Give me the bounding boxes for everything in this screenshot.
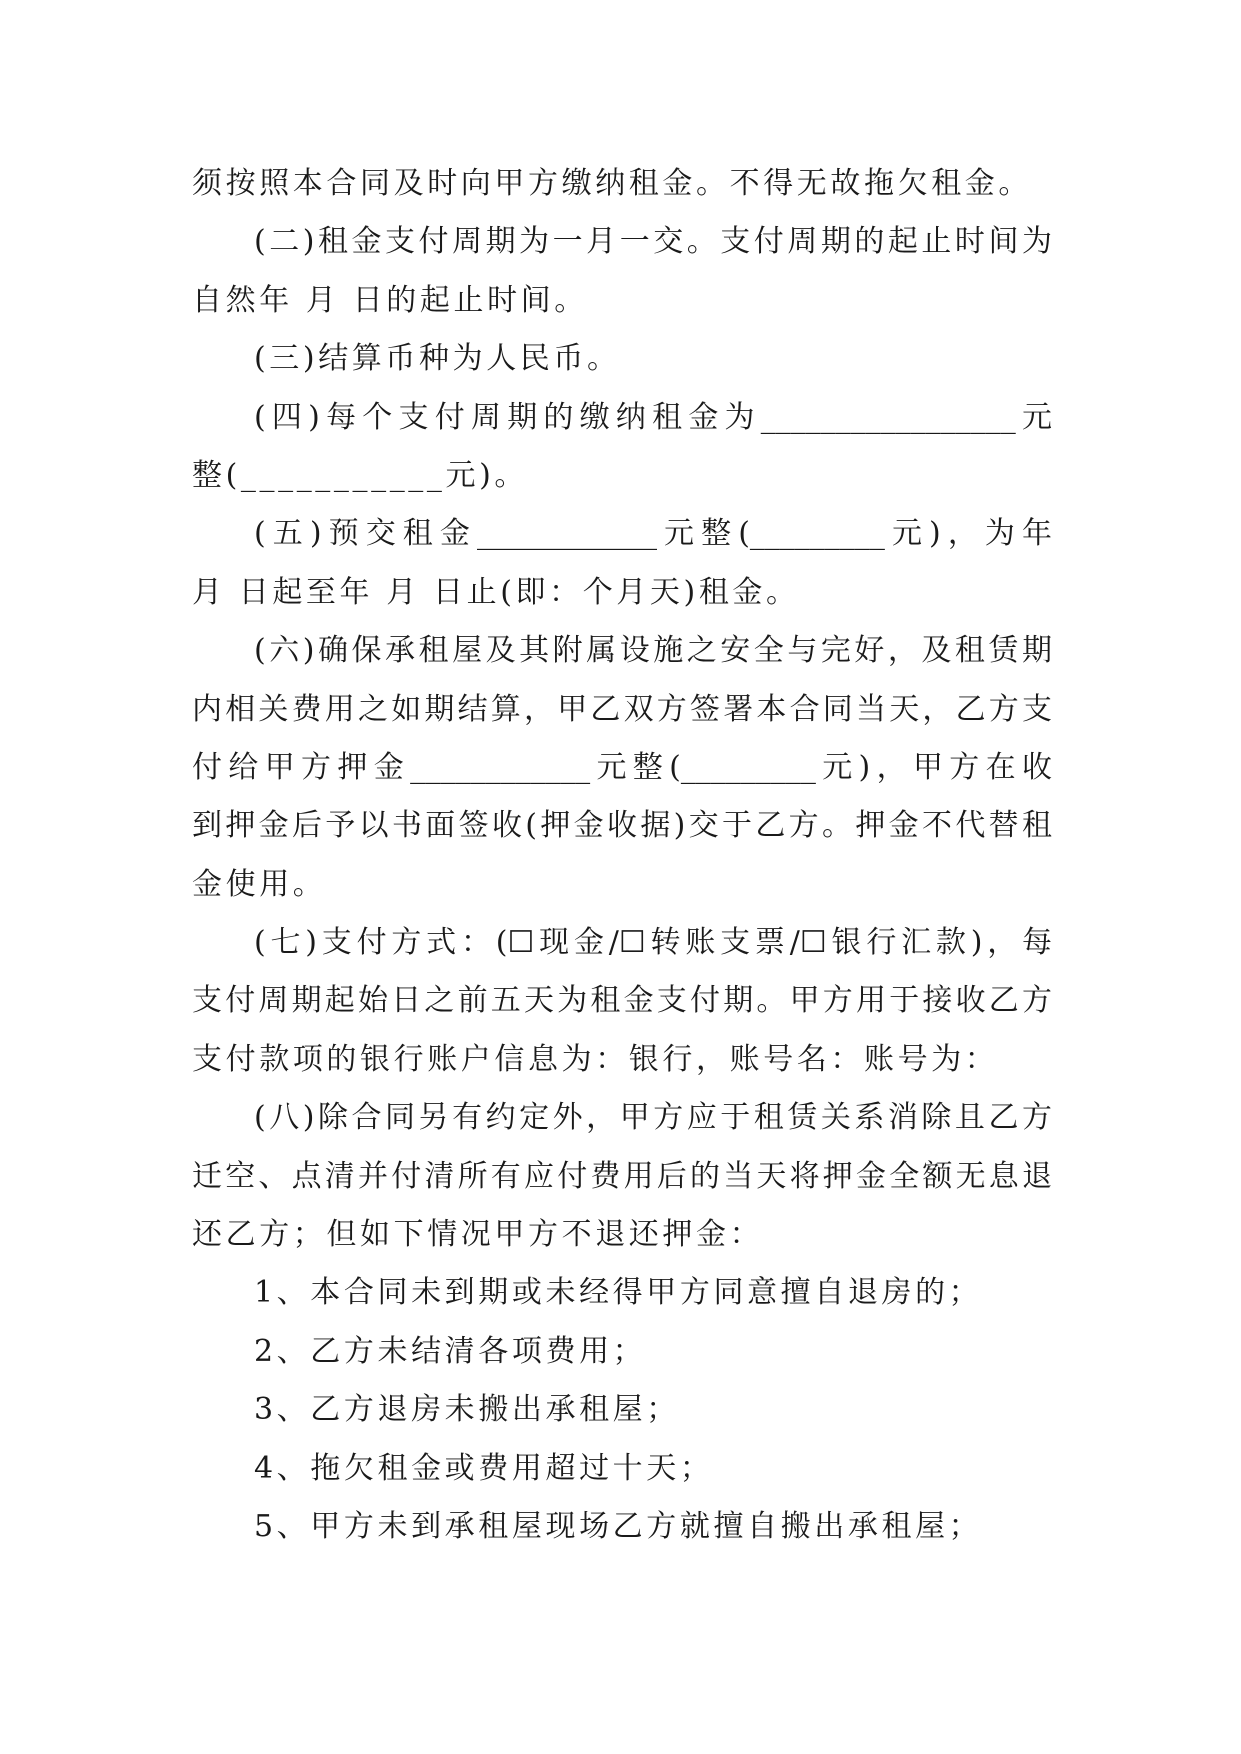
document-line: (三)结算币种为人民币。 xyxy=(254,341,621,377)
document-line: (五)预交租金____________元整(_________元)，为年 xyxy=(254,516,1052,552)
document-line: 到押金后予以书面签收(押金收据)交于乙方。押金不代替租 xyxy=(192,808,1052,844)
document-line: 3、乙方退房未搬出承租屋； xyxy=(254,1392,680,1428)
document-line: 内相关费用之如期结算，甲乙双方签署本合同当天，乙方支 xyxy=(192,691,1052,727)
document-line: (七)支付方式：(☐现金/☐转账支票/☐银行汇款)，每 xyxy=(254,925,1052,961)
document-line: 支付款项的银行账户信息为：银行，账号名：账号为： xyxy=(192,1041,999,1077)
document-line: 自然年 月 日的起止时间。 xyxy=(192,282,588,318)
document-body xyxy=(192,155,1052,1556)
document-line: 支付周期起始日之前五天为租金支付期。甲方用于接收乙方 xyxy=(192,983,1052,1019)
document-line: 1、本合同未到期或未经得甲方同意擅自退房的； xyxy=(254,1275,983,1311)
document-line: (六)确保承租屋及其附属设施之安全与完好，及租赁期 xyxy=(254,633,1052,669)
document-line: 付给甲方押金____________元整(_________元)，甲方在收 xyxy=(192,749,1052,785)
document-line: 4、拖欠租金或费用超过十天； xyxy=(254,1450,714,1486)
document-line: 还乙方；但如下情况甲方不退还押金： xyxy=(192,1217,764,1253)
document-line: 2、乙方未结清各项费用； xyxy=(254,1333,647,1369)
document-line: 5、甲方未到承租屋现场乙方就擅自搬出承租屋； xyxy=(254,1508,983,1544)
document-line: 须按照本合同及时向甲方缴纳租金。不得无故拖欠租金。 xyxy=(192,166,1032,201)
document-line: 迁空、点清并付清所有应付费用后的当天将押金全额无息退 xyxy=(192,1158,1052,1194)
document-line: (八)除合同另有约定外，甲方应于租赁关系消除且乙方 xyxy=(254,1100,1052,1136)
document-line: (四)每个支付周期的缴纳租金为_________________元 xyxy=(254,399,1052,435)
document-line: 整(___________元)。 xyxy=(192,457,529,493)
document-line: 月 日起至年 月 日止(即：个月天)租金。 xyxy=(192,574,800,610)
document-line: 金使用。 xyxy=(192,866,327,902)
document-line: (二)租金支付周期为一月一交。支付周期的起止时间为 xyxy=(254,224,1052,260)
